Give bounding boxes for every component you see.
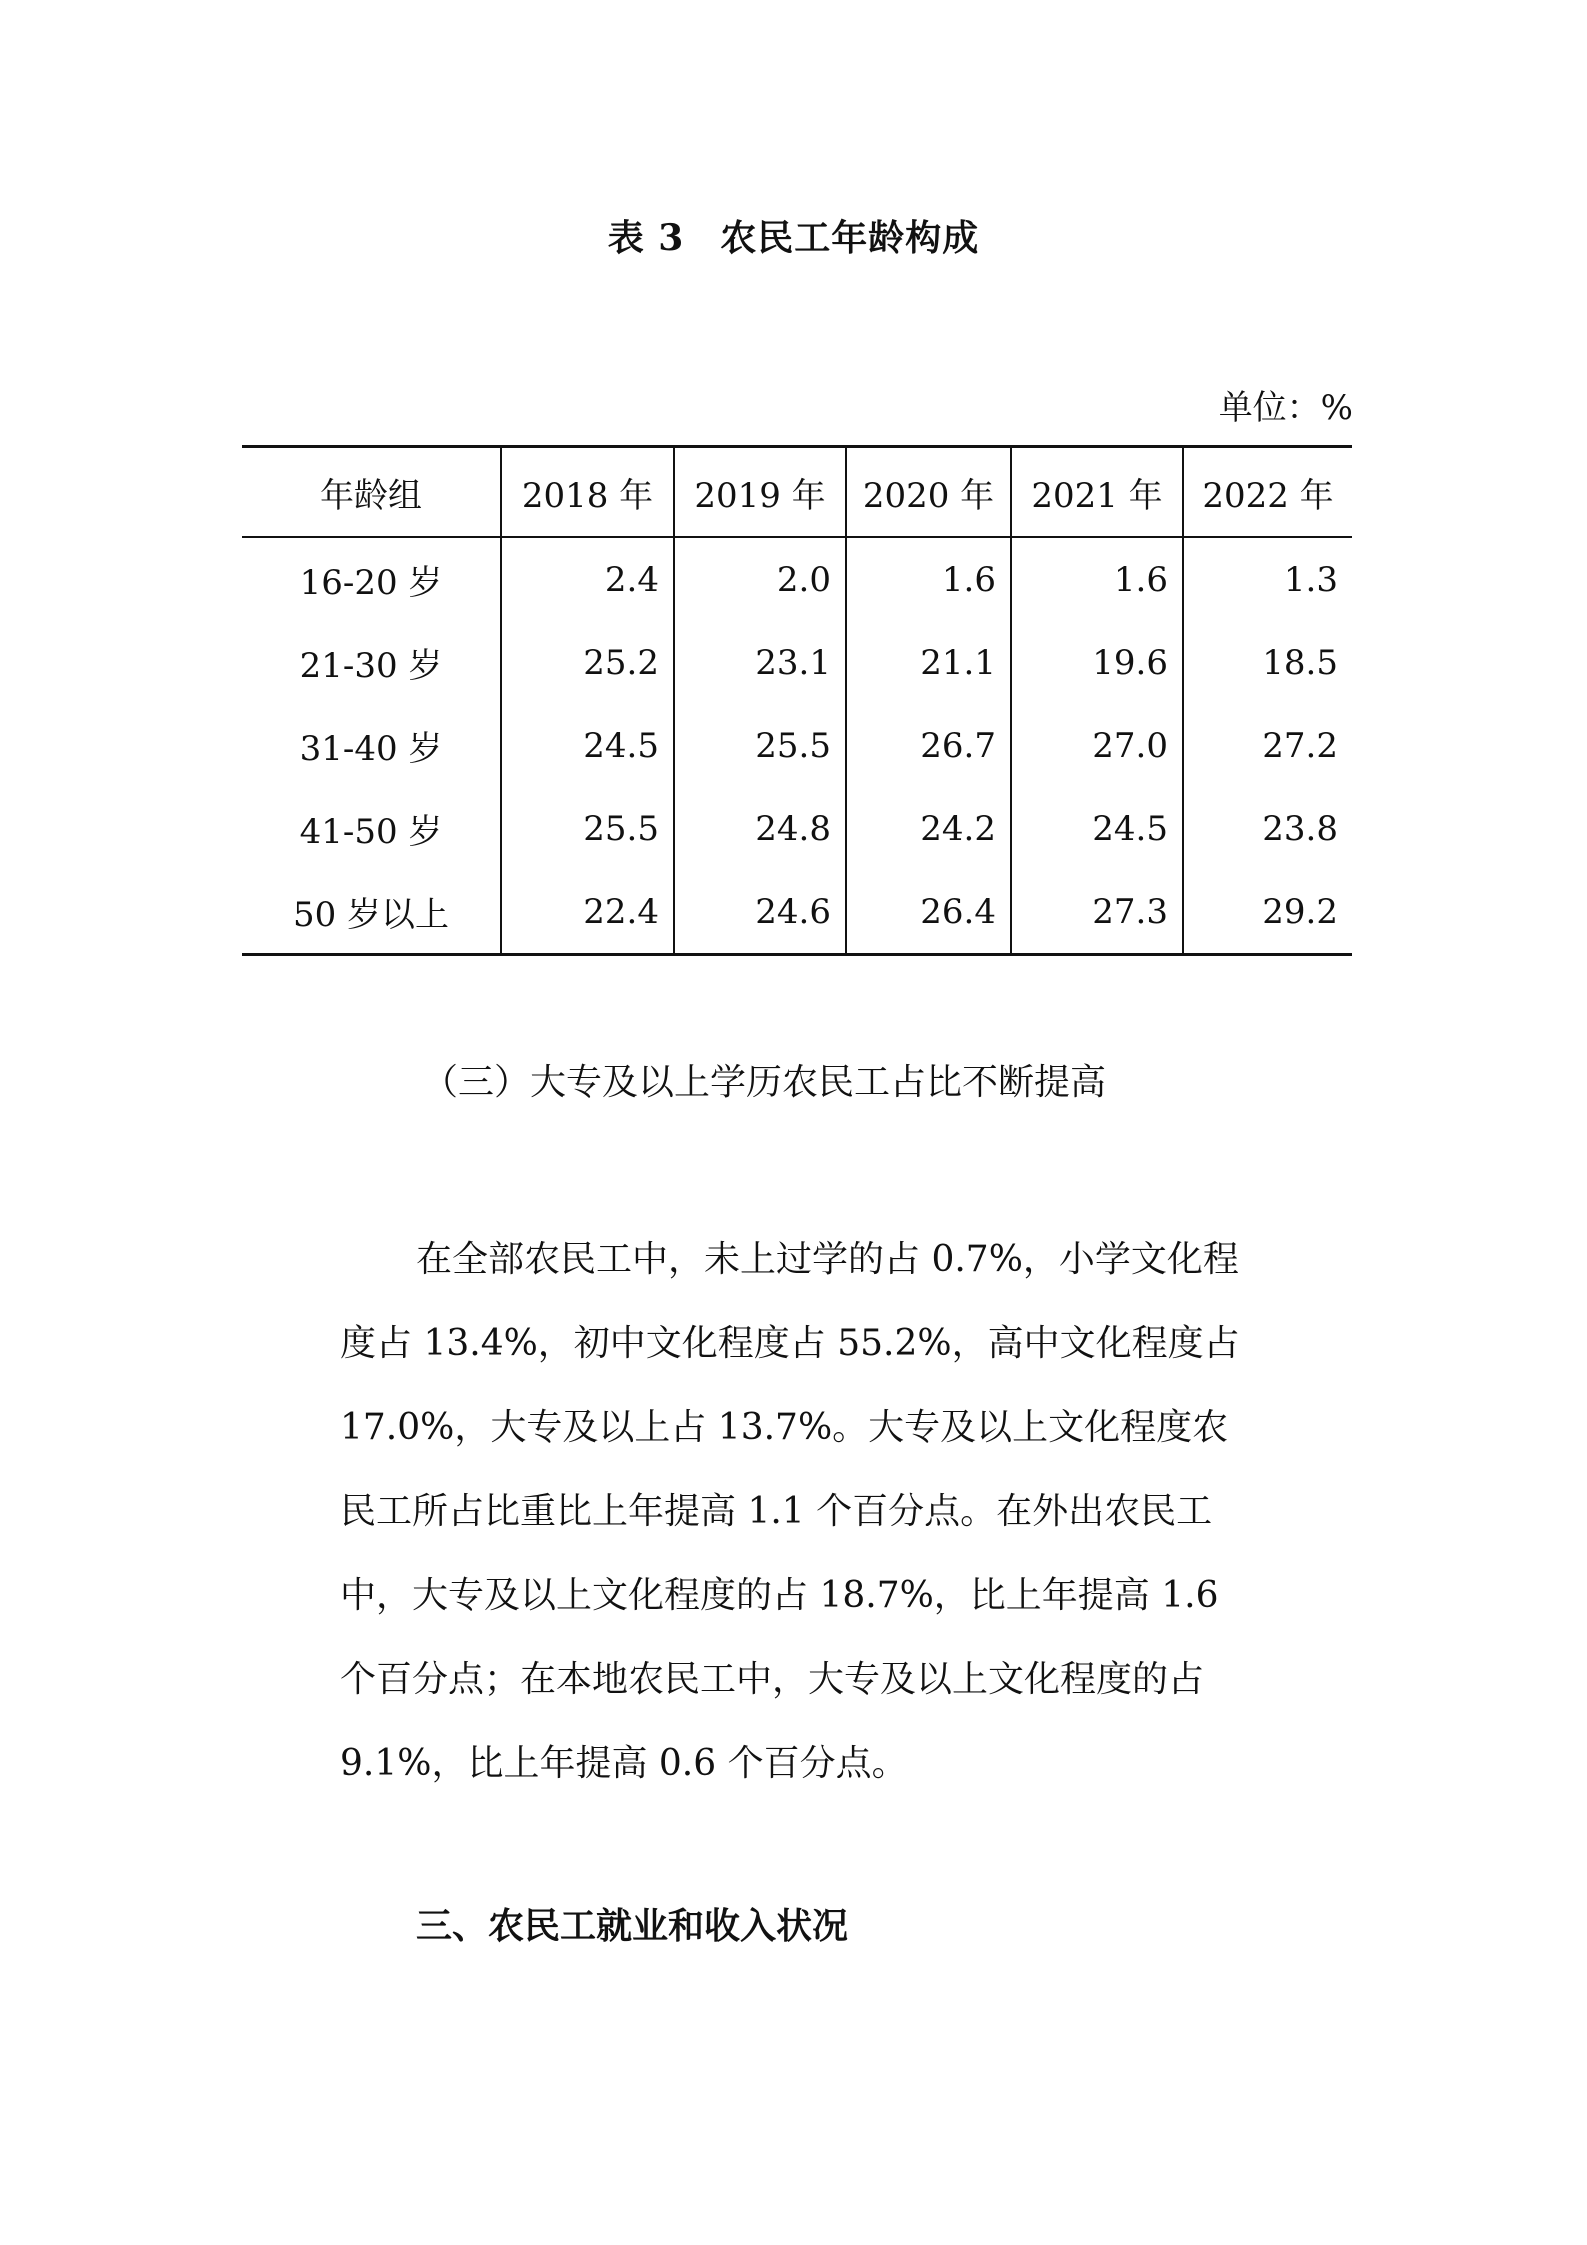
table-cell: 26.7 (846, 704, 1011, 787)
table-caption-number: 表 3 (607, 217, 685, 259)
table-row (242, 537, 1352, 621)
table-cell: 25.5 (674, 704, 846, 787)
table-caption (0, 210, 1587, 261)
table-cell: 21.1 (846, 621, 1011, 704)
table-cell: 24.8 (674, 787, 846, 870)
table-cell: 18.5 (1183, 621, 1352, 704)
table-caption-title: 农民工年龄构成 (720, 217, 980, 259)
table-header-row (242, 447, 1352, 538)
table-cell: 24.5 (501, 704, 674, 787)
unit-label: 单位：% (1218, 388, 1353, 428)
table-cell: 2.4 (501, 537, 674, 621)
header-2020: 2020 年 (846, 447, 1011, 538)
subheading: （三）大专及以上学历农民工占比不断提高 (422, 1062, 1107, 1103)
row-label: 50 岁以上 (292, 895, 450, 935)
table-cell: 2.0 (674, 537, 846, 621)
table-cell: 24.2 (846, 787, 1011, 870)
table-cell: 29.2 (1183, 870, 1352, 955)
header-2019: 2019 年 (674, 447, 846, 538)
table-cell: 27.0 (1011, 704, 1183, 787)
row-label: 21-30 岁 (299, 646, 443, 686)
table-cell: 22.4 (501, 870, 674, 955)
table-cell: 26.4 (846, 870, 1011, 955)
table-row (242, 704, 1352, 787)
body-paragraph: 在全部农民工中，未上过学的占 0.7%，小学文化程度占 13.4%，初中文化程度占 55.2%，高中文化程度占 17.0%，大专及以上占 13.7%。大专及以上文化程度农民工所占比重比上年提高 1.1 个百分点。在外出农民工中，大专及以上文化程度的占 18.7%，比上年提高 1.6 个百分点；在本地农民工中，大专及以上文化程度的占 9.1%，比上年提高 0.6 个百分点。 (340, 1239, 1240, 1784)
header-age-group: 年龄组 (320, 475, 422, 516)
section-heading: 三、农民工就业和收入状况 (416, 1905, 849, 1947)
table-cell: 1.6 (1011, 537, 1183, 621)
table-cell: 27.2 (1183, 704, 1352, 787)
table-cell: 24.6 (674, 870, 846, 955)
table-row (242, 787, 1352, 870)
row-label: 31-40 岁 (299, 729, 443, 769)
table-cell: 27.3 (1011, 870, 1183, 955)
table-cell: 19.6 (1011, 621, 1183, 704)
table-cell: 25.2 (501, 621, 674, 704)
table-cell: 25.5 (501, 787, 674, 870)
age-composition-table (242, 445, 1352, 956)
table-cell: 23.1 (674, 621, 846, 704)
row-label: 16-20 岁 (299, 563, 443, 603)
header-2018: 2018 年 (501, 447, 674, 538)
header-2022: 2022 年 (1183, 447, 1352, 538)
table-cell: 23.8 (1183, 787, 1352, 870)
row-label: 41-50 岁 (299, 812, 443, 852)
table-cell: 1.6 (846, 537, 1011, 621)
table-cell: 24.5 (1011, 787, 1183, 870)
table-row (242, 621, 1352, 704)
table-cell: 1.3 (1183, 537, 1352, 621)
table-row (242, 870, 1352, 955)
header-2021: 2021 年 (1011, 447, 1183, 538)
